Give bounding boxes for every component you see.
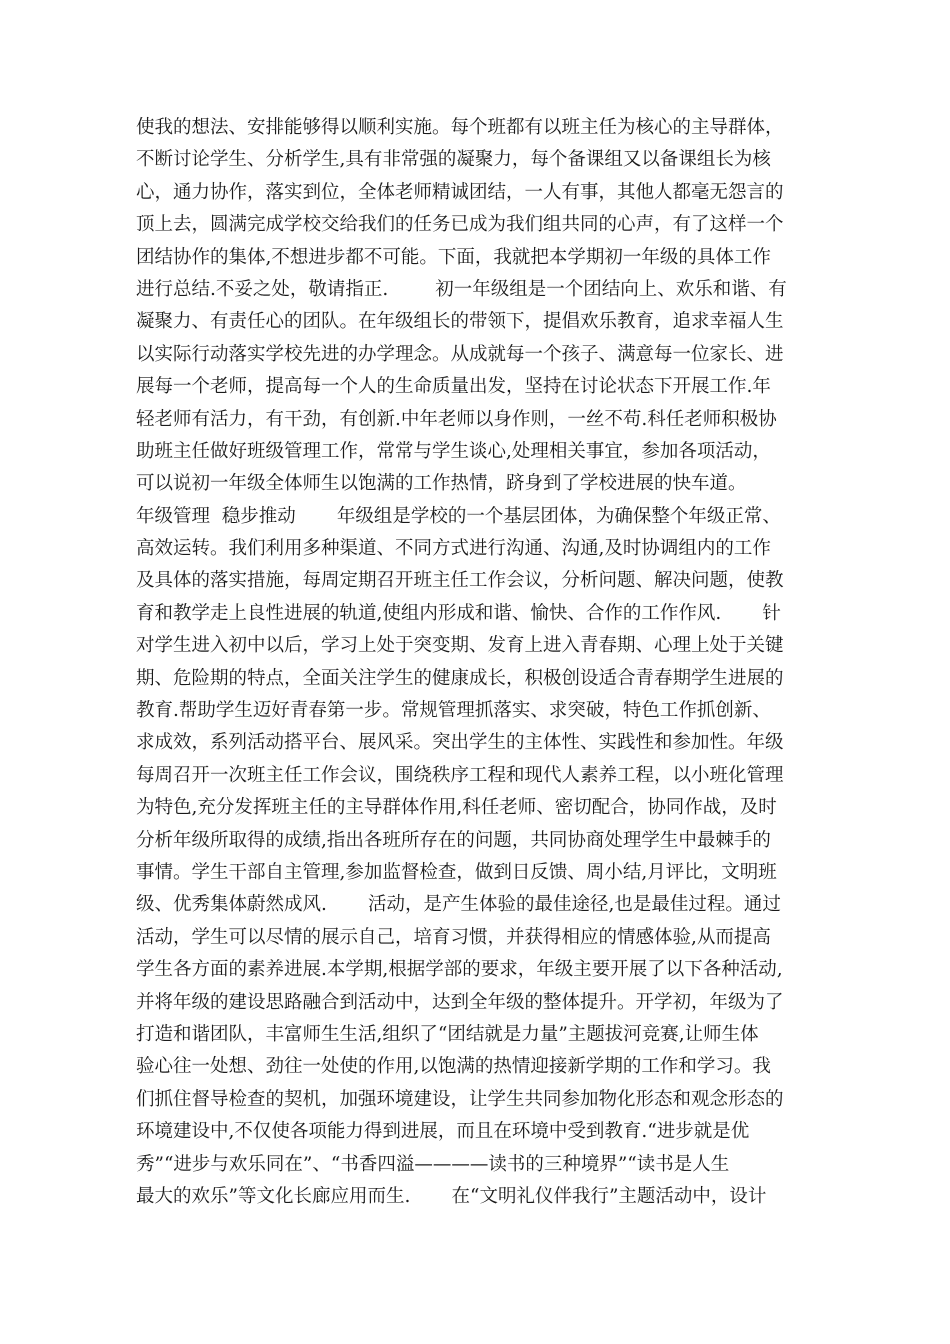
- text-line: 学生各方面的素养进展.本学期,根据学部的要求，年级主要开展了以下各种活动,: [136, 959, 783, 981]
- text-line: 级、优秀集体蔚然成风. 活动，是产生体验的最佳途径,也是最佳过程。通过: [136, 894, 781, 916]
- text-line: 秀”“进步与欢乐同在”、“书香四溢————读书的三种境界”“读书是人生: [136, 1153, 730, 1175]
- text-line: 年级管理 稳步推动 年级组是学校的一个基层团体，为确保整个年级正常、: [136, 505, 781, 527]
- text-line: 们抓住督导检查的契机，加强环境建设，让学生共同参加物化形态和观念形态的: [136, 1088, 784, 1110]
- text-line: 及具体的落实措施，每周定期召开班主任工作会议，分析问题、解决问题，使教: [136, 570, 784, 592]
- text-line: 不断讨论学生、分析学生,具有非常强的凝聚力，每个备课组又以备课组长为核: [136, 149, 771, 171]
- text-line: 最大的欢乐”等文化长廊应用而生. 在“文明礼仪伴我行”主题活动中，设计: [136, 1185, 767, 1207]
- text-line: 轻老师有活力，有干劲，有创新.中年老师以身作则，一丝不苟.科任老师积极协: [136, 408, 777, 430]
- text-line: 使我的想法、安排能够得以顺利实施。每个班都有以班主任为核心的主导群体，: [136, 117, 784, 138]
- text-line: 活动，学生可以尽情的展示自己，培育习惯，并获得相应的情感体验,从而提高: [136, 926, 771, 948]
- text-line: 展每一个老师，提高每一个人的生命质量出发，坚持在讨论状态下开展工作.年: [136, 376, 771, 398]
- text-line: 环境建设中,不仅使各项能力得到进展，而且在环境中受到教育.“进步就是优: [136, 1121, 750, 1143]
- text-line: 打造和谐团队，丰富师生生活,组织了“团结就是力量”主题拔河竞赛,让师生体: [136, 1023, 759, 1045]
- text-line: 期、危险期的特点，全面关注学生的健康成长，积极创设适合青春期学生进展的: [136, 667, 784, 689]
- text-line: 以实际行动落实学校先进的办学理念。从成就每一个孩子、满意每一位家长、进: [136, 343, 784, 365]
- text-line: 可以说初一年级全体师生以饱满的工作热情，跻身到了学校进展的快车道。: [136, 473, 747, 495]
- text-line: 进行总结.不妥之处，敬请指正. 初一年级组是一个团结向上、欢乐和谐、有: [136, 278, 787, 300]
- text-line: 为特色,充分发挥班主任的主导群体作用,科任老师、密切配合，协同作战，及时: [136, 797, 777, 819]
- text-line: 分析年级所取得的成绩,指出各班所存在的问题，共同协商处理学生中最棘手的: [136, 829, 771, 851]
- text-line: 高效运转。我们利用多种渠道、不同方式进行沟通、沟通,及时协调组内的工作: [136, 538, 771, 560]
- text-line: 教育.帮助学生迈好青春第一步。常规管理抓落实、求突破，特色工作抓创新、: [136, 700, 771, 722]
- text-line: 每周召开一次班主任工作会议，围绕秩序工程和现代人素养工程，以小班化管理: [136, 764, 784, 786]
- text-line: 顶上去，圆满完成学校交给我们的任务已成为我们组共同的心声，有了这样一个: [136, 214, 784, 236]
- text-line: 助班主任做好班级管理工作，常常与学生谈心,处理相关事宜，参加各项活动，: [136, 440, 771, 462]
- body-text: [136, 112, 826, 1213]
- text-line: 育和教学走上良性进展的轨道,使组内形成和谐、愉快、合作的工作作风. 针: [136, 602, 781, 624]
- text-line: 并将年级的建设思路融合到活动中，达到全年级的整体提升。开学初，年级为了: [136, 991, 784, 1013]
- text-line: 心，通力协作，落实到位，全体老师精诚团结，一人有事，其他人都毫无怨言的: [136, 181, 784, 203]
- text-line: 求成效，系列活动搭平台、展风采。突出学生的主体性、实践性和参加性。年级: [136, 732, 784, 754]
- text-line: 对学生进入初中以后，学习上处于突变期、发育上进入青春期、心理上处于关键: [136, 635, 784, 657]
- text-line: 凝聚力、有责任心的团队。在年级组长的带领下，提倡欢乐教育，追求幸福人生: [136, 311, 784, 333]
- text-line: 团结协作的集体,不想进步都不可能。下面，我就把本学期初一年级的具体工作: [136, 246, 771, 268]
- text-line: 事情。学生干部自主管理,参加监督检查，做到日反馈、周小结,月评比，文明班: [136, 861, 777, 883]
- text-line: 验心往一处想、劲往一处使的作用,以饱满的热情迎接新学期的工作和学习。我: [136, 1056, 771, 1078]
